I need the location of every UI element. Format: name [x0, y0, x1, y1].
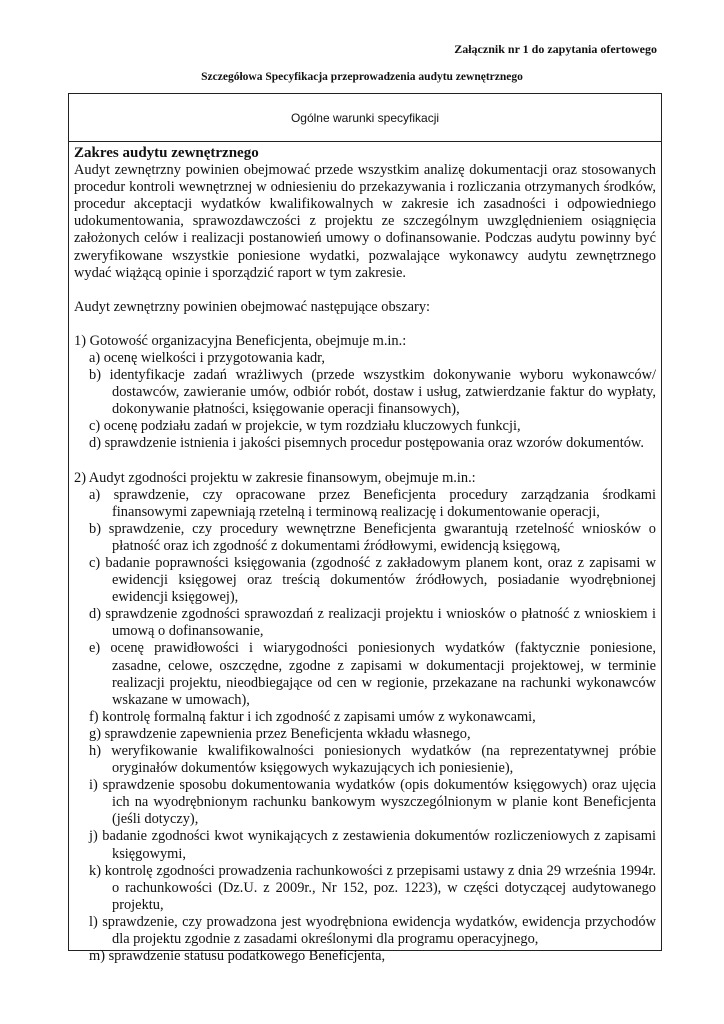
section-2-item: c) badanie poprawności księgowania (zgodność z zakładowym planem kont, oraz z zapisami w ewidencji księgowej oraz treścią dokumentów źródłowych, posiadanie wyodrębnionej ewidencji księgowej), — [89, 554, 656, 606]
section-1-item: c) ocenę podziału zadań w projekcie, w tym rozdziału kluczowych funkcji, — [89, 418, 521, 435]
section-1-title: 1) Gotowość organizacyjna Beneficjenta, obejmuje m.in.: — [74, 332, 407, 349]
section-1-item: b) identyfikacje zadań wrażliwych (przede wszystkim dokonywanie wyboru wykonawców/ dostawców, zawieranie umów, odbiór robót, dostaw i usług, zatwierdzanie faktur do wypłaty, dokonywanie płatności, księgowanie operacji finansowych), — [89, 367, 656, 418]
section-2-item: e) ocenę prawidłowości i wiarygodności poniesionych wydatków (faktycznie poniesione, zasadne, celowe, oszczędne, zgodne z zapisami w dokumentacji projektowej, w terminie realizacji projektu, nieodbiegające od cen w regionie, przekazane na rachunki wykonawców wskazane w umowach), — [89, 640, 656, 708]
box-title: Ogólne warunki specyfikacji — [69, 94, 661, 142]
scope-heading: Zakres audytu zewnętrznego — [74, 145, 259, 161]
section-2-item: d) sprawdzenie zgodności sprawozdań z realizacji projektu i wniosków o płatność z wnioskiem i umową o dofinansowanie, — [89, 606, 656, 640]
document-subtitle: Szczegółowa Specyfikacja przeprowadzenia audytu zewnętrznego — [201, 71, 523, 83]
section-2-item: j) badanie zgodności kwot wynikających z zestawienia dokumentów rozliczeniowych z zapisami księgowymi, — [89, 828, 656, 862]
specification-box — [68, 93, 662, 965]
section-2-item: h) weryfikowanie kwalifikowalności poniesionych wydatków (na reprezentatywnej próbie oryginałów dokumentów księgowych wykazujących ich poniesienie), — [89, 743, 656, 777]
section-2-item: f) kontrolę formalną faktur i ich zgodność z zapisami umów z wykonawcami, — [89, 708, 536, 725]
section-1-item: a) ocenę wielkości i przygotowania kadr, — [89, 349, 325, 366]
section-2-item: i) sprawdzenie sposobu dokumentowania wydatków (opis dokumentów księgowych) oraz ujęcia ich na wyodrębnionym rachunku bankowym wyszczególnionym w planie kont Beneficjenta (jeśli dotyczy), — [89, 777, 656, 828]
section-2-item: g) sprawdzenie zapewnienia przez Beneficjenta wkładu własnego, — [89, 725, 471, 742]
attachment-label: Załącznik nr 1 do zapytania ofertowego — [454, 42, 657, 56]
box-body — [69, 142, 661, 965]
section-2-item: a) sprawdzenie, czy opracowane przez Beneficjenta procedury zarządzania środkami finansowymi zapewniają rzetelną i terminową realizację i dokumentowanie operacji, — [89, 486, 656, 520]
section-1-item: d) sprawdzenie istnienia i jakości pisemnych procedur postępowania oraz wzorów dokumentów. — [89, 435, 644, 452]
section-2-item: k) kontrolę zgodności prowadzenia rachunkowości z przepisami ustawy z dnia 29 września 1994r. o rachunkowości (Dz.U. z 2009r., Nr 152, poz. 1223), w części dotyczącej audytowanego projektu, — [89, 862, 656, 913]
section-2-item: l) sprawdzenie, czy prowadzona jest wyodrębniona ewidencja wydatków, ewidencja przychodów dla projektu zgodnie z zasadami określonymi dla programu operacyjnego, — [89, 913, 656, 948]
section-2-title: 2) Audyt zgodności projektu w zakresie finansowym, obejmuje m.in.: — [74, 469, 476, 486]
areas-intro: Audyt zewnętrzny powinien obejmować następujące obszary: — [74, 298, 431, 315]
section-2-item: b) sprawdzenie, czy procedury wewnętrzne Beneficjenta gwarantują rzetelność wniosków o płatność oraz ich zgodność z dokumentami źródłowymi, ewidencją księgową, — [89, 520, 656, 554]
section-2-item: m) sprawdzenie statusu podatkowego Beneficjenta, — [89, 948, 386, 965]
intro-paragraph: Audyt zewnętrzny powinien obejmować przede wszystkim analizę dokumentacji oraz stosowanych procedur kontroli wewnętrznej w odniesieniu do przekazywania i rozliczania otrzymanych środków, procedur akceptacji wydatków kwalifikowalnych w zakresie ich zasadności i odpowiedniego udokumentowania, sprawozdawczości z projektu ze szczególnym uwzględnieniem osiągnięcia założonych celów i realizacji postanowień umowy o dofinansowanie. Podczas audytu powinny być zweryfikowane wszystkie poniesione wydatki, pozwalające wykonawcy audytu zewnętrznego wydać wiążącą opinie i sporządzić raport w tym zakresie. — [74, 162, 656, 281]
